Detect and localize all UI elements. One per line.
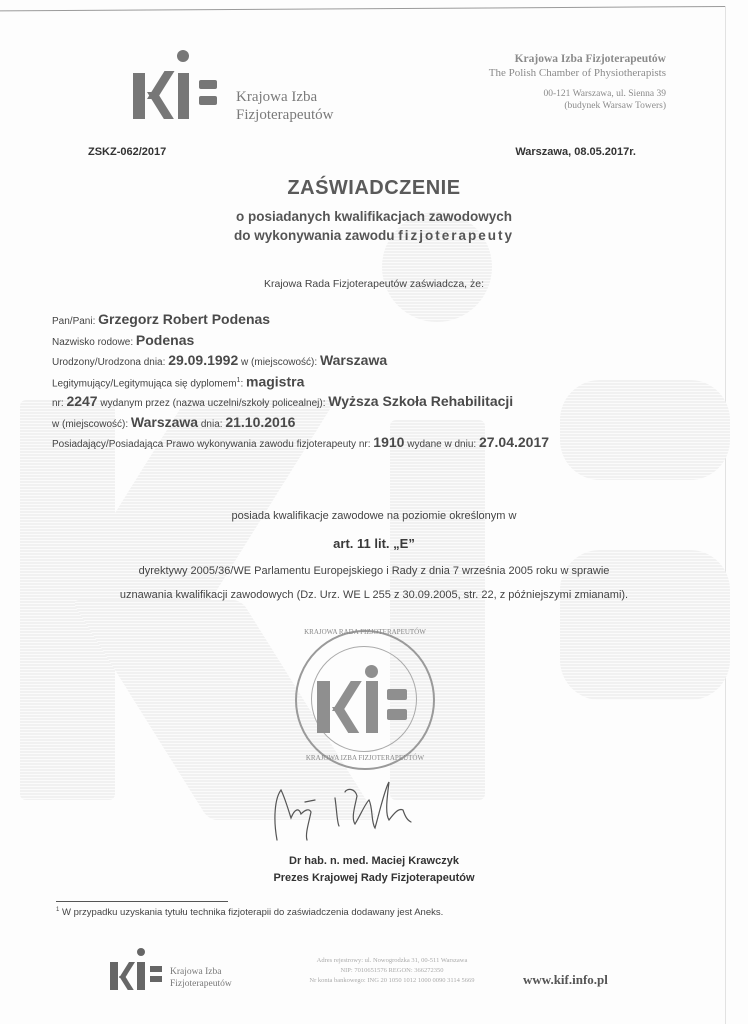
stamp-kif-logo-icon xyxy=(317,665,413,737)
reference-number: ZSKZ-062/2017 xyxy=(88,146,167,158)
maiden-value: Podenas xyxy=(135,331,195,348)
city-value: Warszawa xyxy=(130,413,199,430)
footer-org-line2: Fizjoterapeutów xyxy=(170,979,232,989)
stamp-bottom-text: KRAJOWA IZBA FIZJOTERAPEUTÓW xyxy=(305,754,425,762)
kif-logo-icon xyxy=(133,50,223,122)
letterhead-contact xyxy=(489,52,666,112)
born-date: 29.09.1992 xyxy=(168,352,239,368)
footer-kif-logo-icon xyxy=(110,948,166,990)
signer-block xyxy=(0,853,748,887)
license-issued-date: 27.04.2017 xyxy=(478,434,550,450)
logo-line2: Fizjoterapeutów xyxy=(236,107,334,123)
address-line1: 00-121 Warszawa, ul. Sienna 39 xyxy=(543,89,666,99)
footnote-marker: 1 xyxy=(56,907,60,913)
footer-org-line1: Krajowa Izba xyxy=(170,967,222,977)
address-line2: (budynek Warsaw Towers) xyxy=(564,101,666,111)
subtitle-line1: o posiadanych kwalifikacjach zawodowych xyxy=(235,209,513,224)
directive-line2: uznawania kwalifikacji zawodowych (Dz. Urz. WE L 255 z 30.09.2005, str. 22, z późniejszymi zmianami). xyxy=(119,589,629,601)
footnote-marker: 1 xyxy=(236,376,241,384)
org-name-en: The Polish Chamber of Physiotherapists xyxy=(488,67,666,79)
footer-org-name xyxy=(170,966,232,990)
footer-addr-line1: Adres rejestrowy: ul. Nowogrodzka 31, 00-511 Warszawa xyxy=(316,957,468,964)
stamp-top-text: KRAJOWA RADA FIZJOTERAPEUTÓW xyxy=(304,628,426,636)
footnote-divider xyxy=(56,901,228,902)
signer-role: Prezes Krajowej Rady Fizjoterapeutów xyxy=(273,872,475,884)
subtitle-profession: fizjoterapeuty xyxy=(398,228,515,243)
document-title: ZAŚWIADCZENIE xyxy=(287,177,461,199)
diploma-colon: : xyxy=(240,377,246,389)
footer-website-link[interactable]: www.kif.info.pl xyxy=(523,972,608,987)
field-name xyxy=(52,309,549,330)
footer-addr-line3: Nr konta bankowego: ING 20 1050 1012 1000 0090 3114 5669 xyxy=(309,977,475,984)
subtitle-line2-prefix: do wykonywania zawodu xyxy=(233,228,399,243)
nr-label: nr: xyxy=(52,398,67,409)
field-diploma-number xyxy=(52,391,549,412)
nr-value: 2247 xyxy=(66,393,98,409)
place-date: Warszawa, 08.05.2017r. xyxy=(515,146,636,158)
born-place: Warszawa xyxy=(319,352,388,368)
license-issued-label: wydane w dniu: xyxy=(404,439,479,450)
field-diploma-place-date xyxy=(52,412,549,433)
official-stamp xyxy=(295,630,435,770)
date-value: 21.10.2016 xyxy=(225,413,296,430)
diploma-value: magistra xyxy=(246,372,305,389)
born-label: Urodzony/Urodzona dnia: xyxy=(52,357,169,368)
logo-wordmark xyxy=(236,88,333,124)
name-value: Grzegorz Robert Podenas xyxy=(98,311,271,327)
license-number: 1910 xyxy=(373,434,405,450)
qualification-statement: posiada kwalifikacje zawodowe na poziomie określonym w xyxy=(231,510,517,522)
scan-edge-line xyxy=(0,6,726,11)
issued-by-value: Wyższa Szkoła Rehabilitacji xyxy=(328,393,514,409)
name-label: Pan/Pani: xyxy=(52,316,99,327)
signature-icon xyxy=(265,778,445,848)
field-birth xyxy=(52,350,549,371)
logo-line1: Krajowa Izba xyxy=(236,89,318,105)
field-license xyxy=(52,432,549,453)
footnote-text: W przypadku uzyskania tytułu technika fizjoterapii do zaświadczenia dodawany jest Aneks. xyxy=(59,907,444,919)
personal-data-fields xyxy=(52,309,549,453)
born-place-label: w (miejscowość): xyxy=(238,357,320,368)
footer-addr-line2: NIP: 7010651576 REGON: 366272350 xyxy=(340,967,444,974)
footer-registered-address xyxy=(282,956,502,986)
field-maiden-name xyxy=(52,330,549,351)
issued-by-label: wydanym przez (nazwa uczelni/szkoły policealnej): xyxy=(97,398,329,409)
diploma-label: Legitymujący/Legitymująca się dyplomem xyxy=(52,377,237,389)
directive-line1: dyrektywy 2005/36/WE Parlamentu Europejskiego i Rady z dnia 7 września 2005 roku w sprawie xyxy=(138,565,610,577)
article-reference: art. 11 lit. „E” xyxy=(333,536,415,551)
footnote xyxy=(56,907,443,918)
watermark-f-top-bar xyxy=(560,380,730,480)
subtitle-line2 xyxy=(0,226,748,245)
city-label: w (miejscowość): xyxy=(52,418,131,430)
intro-statement: Krajowa Rada Fizjoterapeutów zaświadcza, że: xyxy=(263,278,485,290)
date-label: dnia: xyxy=(198,418,226,430)
maiden-label: Nazwisko rodowe: xyxy=(52,336,136,348)
license-label: Posiadający/Posiadająca Prawo wykonywania zawodu fizjoterapeuty nr: xyxy=(52,439,374,450)
document-subtitle xyxy=(0,207,748,245)
field-diploma xyxy=(52,371,549,392)
signer-name: Dr hab. n. med. Maciej Krawczyk xyxy=(289,855,459,867)
org-name: Krajowa Izba Fizjoterapeutów xyxy=(514,53,666,65)
